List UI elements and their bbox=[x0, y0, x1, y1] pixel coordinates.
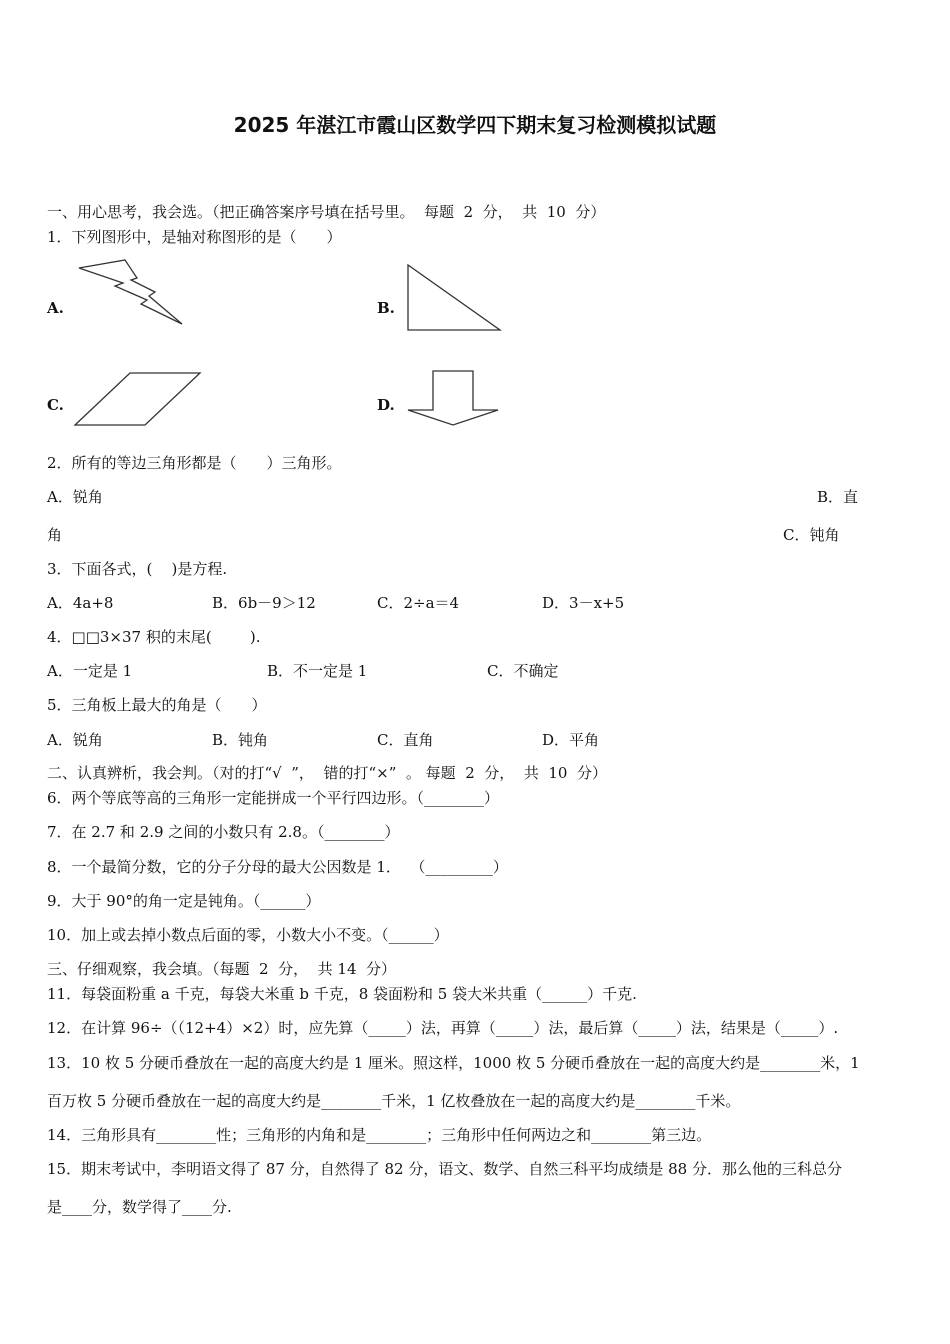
q5-stem: 5．三角板上最大的角是（ ） bbox=[47, 696, 267, 714]
q15-line-1: 15．期末考试中，李明语文得了 87 分，自然得了 82 分，语文、数学、自然三科平均成绩是 88 分．那么他的三科总分 bbox=[47, 1160, 842, 1178]
q1-label-d: D. bbox=[377, 396, 395, 414]
q2-option-b: B．直 bbox=[817, 488, 859, 506]
q1-label-a: A. bbox=[47, 299, 64, 317]
q2-option-b-continued: 角 bbox=[47, 526, 63, 544]
q5-option-a: A．锐角 bbox=[47, 731, 103, 749]
q1-figure-d-arrow bbox=[405, 368, 501, 428]
q4-stem: 4．□□3×37 积的末尾( ). bbox=[47, 628, 261, 646]
q1-stem: 1．下列图形中，是轴对称图形的是（ ） bbox=[47, 228, 342, 246]
q4-option-b: B．不一定是 1 bbox=[267, 662, 368, 680]
q1-figure-c-parallelogram bbox=[72, 370, 204, 428]
q13-line-2: 百万枚 5 分硬币叠放在一起的高度大约是________千米，1 亿枚叠放在一起的高度大约是________千米。 bbox=[47, 1092, 741, 1110]
q4-option-a: A．一定是 1 bbox=[47, 662, 133, 680]
q4-option-c: C．不确定 bbox=[487, 662, 559, 680]
q13-line-1: 13．10 枚 5 分硬币叠放在一起的高度大约是 1 厘米。照这样，1000 枚 5 分硬币叠放在一起的高度大约是________米，1 bbox=[47, 1054, 860, 1072]
lightning-shape bbox=[79, 260, 182, 324]
q9-item: 9．大于 90°的角一定是钝角。（______） bbox=[47, 892, 321, 910]
q7-item: 7．在 2.7 和 2.9 之间的小数只有 2.8。（________） bbox=[47, 823, 400, 841]
q1-label-c: C. bbox=[47, 396, 64, 414]
down-arrow-shape bbox=[408, 371, 498, 425]
q14-item: 14．三角形具有________性；三角形的内角和是________；三角形中任何两边之和________第三边。 bbox=[47, 1126, 712, 1144]
q2-option-c: C．钝角 bbox=[783, 526, 840, 544]
q6-item: 6．两个等底等高的三角形一定能拼成一个平行四边形。（________） bbox=[47, 789, 500, 807]
section2-header: 二、认真辨析，我会判。（对的打“√ ”， 错的打“×” 。 每题 2 分， 共 10 分） bbox=[47, 764, 607, 782]
section3-header: 三、仔细观察，我会填。（每题 2 分， 共 14 分） bbox=[47, 960, 397, 978]
q5-option-c: C．直角 bbox=[377, 731, 434, 749]
q11-item: 11．每袋面粉重 a 千克，每袋大米重 b 千克，8 袋面粉和 5 袋大米共重（______）千克. bbox=[47, 985, 637, 1003]
q3-option-d: D．3－x+5 bbox=[542, 594, 625, 612]
triangle-shape bbox=[408, 265, 500, 330]
q3-stem: 3．下面各式，( )是方程. bbox=[47, 560, 228, 578]
parallelogram-shape bbox=[75, 373, 200, 425]
q3-option-c: C．2÷a＝4 bbox=[377, 594, 460, 612]
q1-label-b: B. bbox=[377, 299, 395, 317]
q8-item: 8．一个最简分数，它的分子分母的最大公因数是 1． （_________） bbox=[47, 858, 508, 876]
q1-figure-a-lightning bbox=[75, 256, 187, 328]
q10-item: 10．加上或去掉小数点后面的零，小数大小不变。（______） bbox=[47, 926, 449, 944]
q3-option-a: A．4a+8 bbox=[47, 594, 114, 612]
q5-option-b: B．钝角 bbox=[212, 731, 269, 749]
q1-figure-b-triangle bbox=[405, 262, 505, 334]
q15-line-2: 是____分，数学得了____分. bbox=[47, 1198, 232, 1216]
q2-stem: 2．所有的等边三角形都是（ ）三角形。 bbox=[47, 454, 342, 472]
q12-item: 12．在计算 96÷（（12+4）×2）时，应先算（_____）法，再算（_____）法，最后算（_____）法，结果是（_____）. bbox=[47, 1019, 839, 1037]
q3-option-b: B．6b－9＞12 bbox=[212, 594, 316, 612]
q5-option-d: D．平角 bbox=[542, 731, 600, 749]
section1-header: 一、用心思考，我会选。（把正确答案序号填在括号里。 每题 2 分， 共 10 分） bbox=[47, 203, 606, 221]
q2-option-a: A．锐角 bbox=[47, 488, 103, 506]
page-title: 2025 年湛江市霞山区数学四下期末复习检测模拟试题 bbox=[233, 113, 717, 137]
